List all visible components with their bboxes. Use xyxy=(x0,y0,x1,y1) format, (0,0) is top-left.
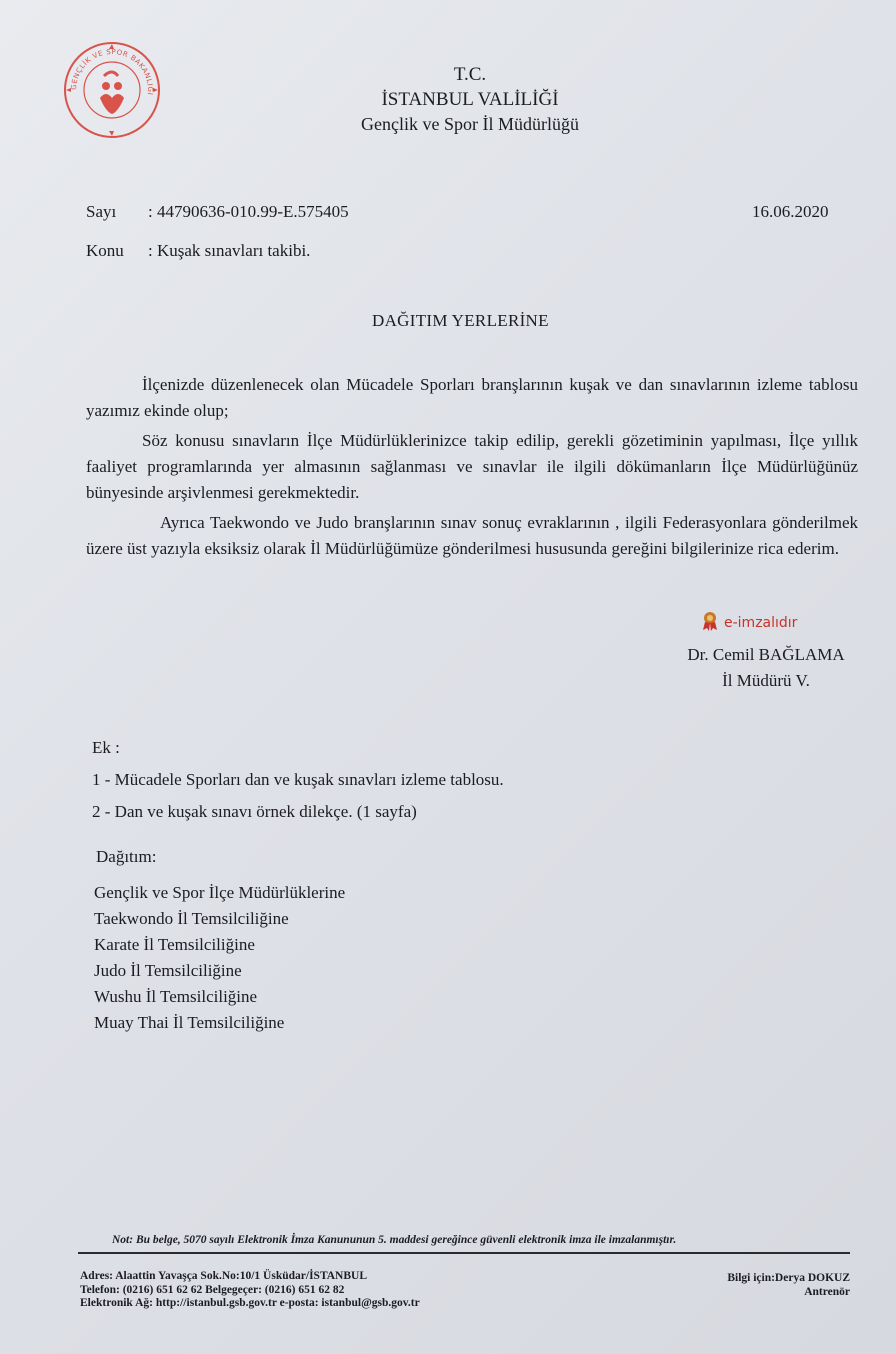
distribution-item: Judo İl Temsilciliğine xyxy=(94,961,242,980)
body-paragraph-1: İlçenizde düzenlenecek olan Mücadele Sporları branşlarının kuşak ve dan sınavlarının izleme tablosu yazımız ekinde olup; xyxy=(86,375,858,420)
e-signature-law-note: Not: Bu belge, 5070 sayılı Elektronik İmza Kanununun 5. maddesi gereğince güvenli elektronik imza ile imzalanmıştır. xyxy=(112,1234,677,1246)
letterhead xyxy=(270,62,670,137)
distribution-item: Wushu İl Temsilciliğine xyxy=(94,987,258,1006)
reference-number-row xyxy=(86,202,349,222)
konu-value: : Kuşak sınavları takibi. xyxy=(148,241,311,260)
footer-contact xyxy=(80,1270,420,1311)
seal-ring-text: GENÇLİK VE SPOR BAKANLIĞI xyxy=(69,47,155,96)
subject-row xyxy=(86,241,310,261)
e-signature-text: e-imzalıdır xyxy=(724,615,798,631)
distribution-item: Muay Thai İl Temsilciliğine xyxy=(94,1013,285,1032)
signatory-title: İl Müdürü V. xyxy=(722,671,810,690)
distribution-item: Taekwondo İl Temsilciliğine xyxy=(94,909,289,928)
sayi-value: : 44790636-010.99-E.575405 xyxy=(148,202,349,221)
footer-info-role: Antrenör xyxy=(804,1285,850,1298)
konu-label: Konu xyxy=(86,241,124,260)
footer-address: Adres: Alaattin Yavaşça Sok.No:10/1 Üsküdar/İSTANBUL xyxy=(80,1270,368,1282)
annex-title: Ek : xyxy=(92,738,120,757)
footer-info-contact xyxy=(690,1272,850,1299)
distribution-item: Karate İl Temsilciliğine xyxy=(94,935,255,954)
body-paragraph-2: Söz konusu sınavların İlçe Müdürlüklerinizce takip edilip, gerekli gözetiminin yapılması, İlçe yıllık faaliyet programlarında yer almasının sağlanması ve sınavlar ile ilgili dökümanların İlçe Müdürlüğünüz bünyesinde arşivlenmesi gerekmektedir. xyxy=(86,431,858,502)
signatory-name: Dr. Cemil BAĞLAMA xyxy=(687,645,845,664)
e-signature-rosette-icon xyxy=(702,611,718,635)
annex-item: 1 - Mücadele Sporları dan ve kuşak sınavları izleme tablosu. xyxy=(92,770,504,789)
footer-phone: Telefon: (0216) 651 62 62 Belgegeçer: (0216) 651 62 82 xyxy=(80,1283,345,1296)
header-tc: T.C. xyxy=(453,64,487,85)
footer-info-name: Bilgi için:Derya DOKUZ xyxy=(727,1272,850,1284)
distribution-list xyxy=(94,880,345,1036)
distribution-title: Dağıtım: xyxy=(96,847,157,866)
header-directorate: Gençlik ve Spor İl Müdürlüğü xyxy=(361,114,579,134)
footer-web: Elektronik Ağ: http://istanbul.gsb.gov.tr e-posta: istanbul@gsb.gov.tr xyxy=(80,1297,420,1309)
footer-divider xyxy=(78,1252,850,1254)
sayi-label: Sayı xyxy=(86,202,117,221)
e-signature-badge xyxy=(702,611,797,635)
distribution-item: Gençlik ve Spor İlçe Müdürlüklerine xyxy=(94,883,346,902)
signatory-block xyxy=(666,642,866,694)
recipient-title: DAĞITIM YERLERİNE xyxy=(372,311,549,330)
ministry-seal-icon xyxy=(62,40,162,140)
body-paragraph-3: Ayrıca Taekwondo ve Judo branşlarının sınav sonuç evraklarının , ilgili Federasyonlara gönderilmek üzere üst yazıyla eksiksiz olarak İl Müdürlüğümüze gönderilmesi hususunda gereğini bilgilerinize rica ederim. xyxy=(86,513,858,558)
header-governorship: İSTANBUL VALİLİĞİ xyxy=(381,89,559,110)
document-date: 16.06.2020 xyxy=(752,202,829,221)
annex-item: 2 - Dan ve kuşak sınavı örnek dilekçe. (1 sayfa) xyxy=(92,802,417,821)
